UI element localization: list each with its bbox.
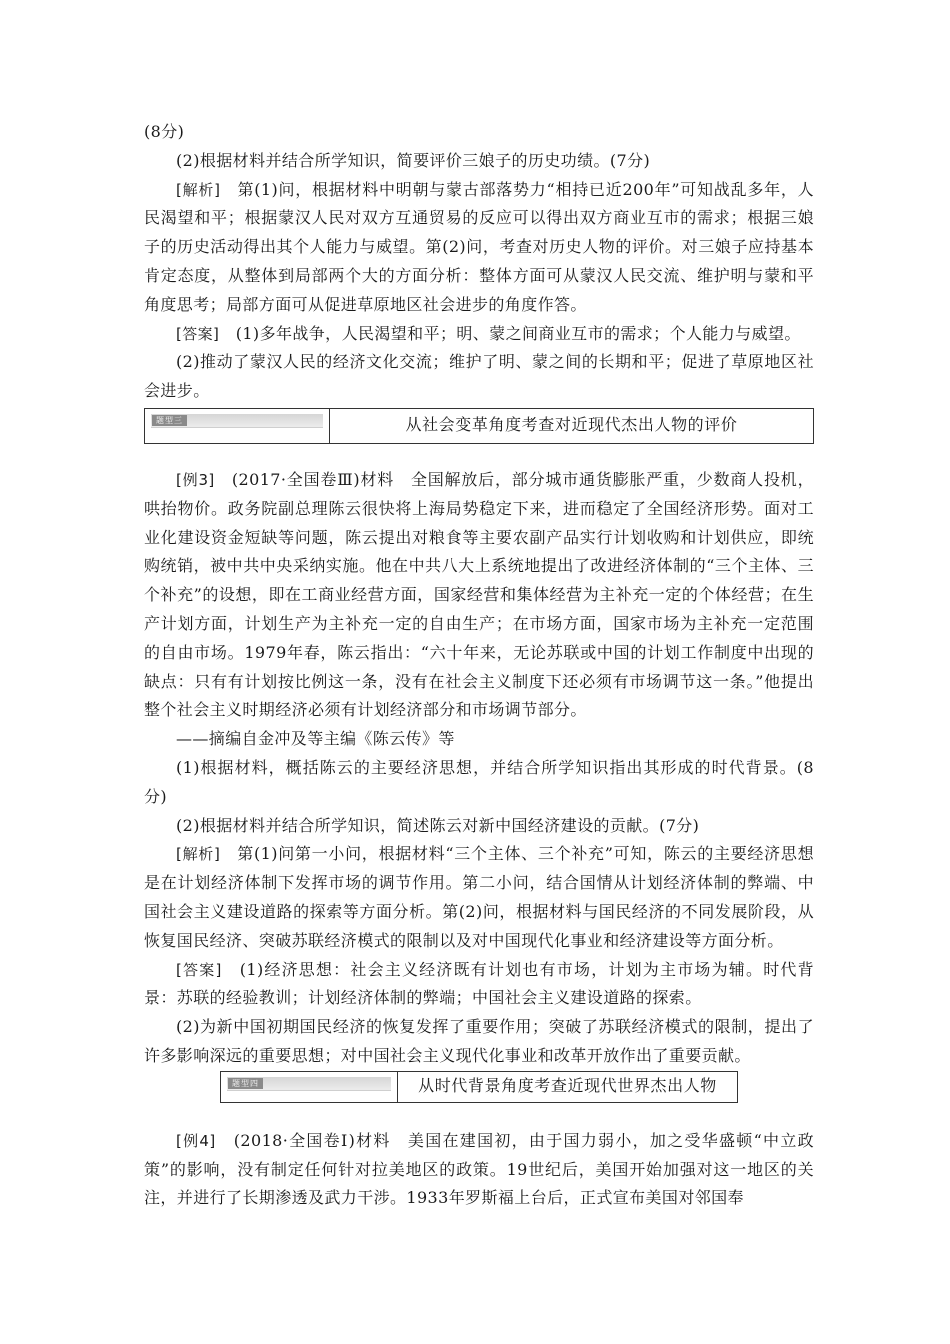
example-4-material <box>144 1127 814 1213</box>
analysis-tag: [解析] <box>176 180 221 199</box>
analysis-text: 第(1)问第一小问，根据材料“三个主体、三个补充”可知，陈云的主要经济思想是在计划经济体制下发挥市场的调节作用。第二小问，结合国情从计划经济体制的弊端、中国社会主义建设道路的探索等方面分析。第(2)问，根据材料与国民经济的不同发展阶段，从恢复国民经济、突破苏联经济模式的限制以及对中国现代化事业和经济建设等方面分析。 <box>144 844 814 950</box>
answer-part-2: (2)推动了蒙汉人民的经济文化交流；维护了明、蒙之间的长期和平；促进了草原地区社会进步。 <box>144 352 814 401</box>
example-text: (2018·全国卷Ⅰ)材料 美国在建国初，由于国力弱小，加之受华盛顿“中立政策”的影响，没有制定任何针对拉美地区的政策。19世纪后，美国开始加强对这一地区的关注，并进行了长期渗透及武力干涉。1933年罗斯福上台后，正式宣布美国对邻国奉 <box>144 1130 815 1208</box>
answer-part-2: (2)为新中国初期国民经济的恢复发挥了重要作用；突破了苏联经济模式的限制，提出了许多影响深远的重要思想；对中国社会主义现代化事业和改革开放作出了重要贡献。 <box>144 1017 814 1065</box>
score-note: (8分) <box>144 122 185 141</box>
answer-paragraph <box>144 320 814 349</box>
answer-paragraph <box>144 956 814 1014</box>
analysis-paragraph <box>144 176 814 320</box>
document-page <box>144 118 814 1213</box>
question-1: (1)根据材料，概括陈云的主要经济思想，并结合所学知识指出其形成的时代背景。(8分) <box>144 757 814 806</box>
answer-tag: [答案] <box>176 960 222 979</box>
banner-label-box <box>145 409 330 443</box>
answer-tag: [答案] <box>176 324 220 343</box>
banner-title: 从时代背景角度考查近现代世界杰出人物 <box>418 1075 717 1095</box>
question-2: (2)根据材料并结合所学知识，简述陈云对新中国经济建设的贡献。(7分) <box>176 815 700 835</box>
answer-text: (1)多年战争，人民渴望和平；明、蒙之间商业互市的需求；个人能力与威望。 <box>219 323 801 343</box>
section-banner-type-3 <box>144 408 814 444</box>
example-3-material <box>144 466 814 725</box>
example-tag: [例3] <box>176 470 215 489</box>
example-tag: [例4] <box>176 1131 216 1150</box>
answer-text: (1)经济思想：社会主义经济既有计划也有市场，计划为主市场为辅。时代背景：苏联的经验教训；计划经济体制的弊端；中国社会主义建设道路的探索。 <box>144 959 814 1008</box>
banner-chip: 题型四 <box>228 1078 263 1089</box>
section-banner-type-4 <box>220 1071 738 1103</box>
analysis-paragraph <box>144 840 814 955</box>
analysis-text: 第(1)问，根据材料中明朝与蒙古部落势力“相持已近200年”可知战乱多年，人民渴望和平；根据蒙汉人民对双方互通贸易的反应可以得出双方商业互市的需求；根据三娘子的历史活动得出其个人能力与威望。第(2)问，考查对历史人物的评价。对三娘子应持基本肯定态度，从整体到局部两个大的方面分析：整体方面可从蒙汉人民交流、维护明与蒙和平角度思考；局部方面可从促进草原地区社会进步的角度作答。 <box>144 179 814 314</box>
example-text: (2017·全国卷Ⅲ)材料 全国解放后，部分城市通货膨胀严重，少数商人投机，哄抬物价。政务院副总理陈云很快将上海局势稳定下来，进而稳定了全国经济形势。面对工业化建设资金短缺等问题，陈云提出对粮食等主要农副产品实行计划收购和计划供应，即统购统销，被中共中央采纳实施。他在中共八大上系统地提出了改进经济体制的“三个主体、三个补充”的设想，即在工商业经营方面，国家经营和集体经营为主补充一定的个体经营；在生产计划方面，计划生产为主补充一定的自由生产；在市场方面，国家市场为主补充一定范围的自由市场。1979年春，陈云指出：“六十年来，无论苏联或中国的计划工作制度中出现的缺点：只有有计划按比例这一条，没有在社会主义制度下还必须有市场调节这一条。”他提出整个社会主义时期经济必须有计划经济部分和市场调节部分。 <box>144 469 814 720</box>
banner-strip <box>227 1077 391 1091</box>
banner-title: 从社会变革角度考查对近现代杰出人物的评价 <box>405 414 738 434</box>
banner-label-box <box>221 1072 398 1102</box>
question-2: (2)根据材料并结合所学知识，简要评价三娘子的历史功绩。(7分) <box>176 150 651 170</box>
source-citation: ——摘编自金冲及等主编《陈云传》等 <box>176 729 455 749</box>
banner-strip <box>151 414 323 428</box>
analysis-tag: [解析] <box>176 845 221 864</box>
banner-chip: 题型三 <box>152 415 187 426</box>
